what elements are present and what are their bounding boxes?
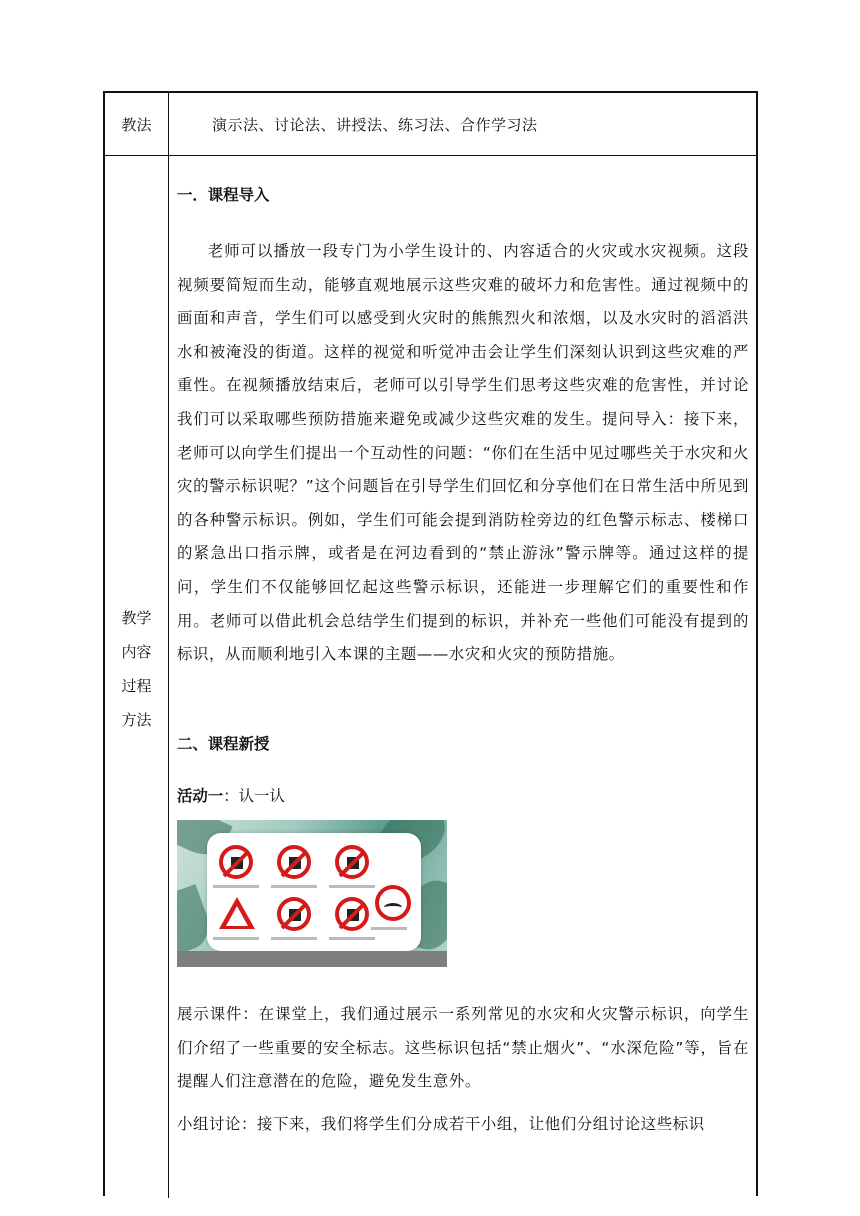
no-firework-sign-icon [335,897,369,931]
paragraph-group-discussion: 小组讨论：接下来，我们将学生们分成若干小组，让他们分组讨论这些标识 [177,1115,705,1133]
no-smoking-sign-icon [219,845,253,879]
column-divider-lower [168,155,169,1198]
activity-title [177,784,285,806]
safety-signs-image [177,820,447,967]
table-row-teaching-method [105,93,756,156]
paragraph-courseware: 展示课件：在课堂上，我们通过展示一系列常见的水灾和火灾警示标识，向学生们介绍了一些重要的安全标志。这些标识包括“禁止烟火”、“水深危险”等，旨在提醒人们注意潜在的危险，避免发生意外。 [177,1005,749,1091]
activity-name: ：认一认 [223,787,285,805]
no-fire-sign-icon [277,845,311,879]
signs-card [207,833,421,951]
row-label-teaching-method: 教法 [121,116,152,134]
column-divider [168,93,169,155]
paragraph-intro: 老师可以播放一段专门为小学生设计的、内容适合的火灾或水灾视频。这段视频要简短而生动，能够直观地展示这些灾难的破坏力和危害性。通过视频中的画面和声音，学生们可以感受到火灾时的熊熊烈火和浓烟，以及水灾时的滔滔洪水和被淹没的街道。这样的视觉和听觉冲击会让学生们深刻认识到这些灾难的严重性。在视频播放结束后，老师可以引导学生们思考这些灾难的危害性，并讨论我们可以采取哪些预防措施来避免或减少这些灾难的发生。提问导入：接下来，老师可以向学生们提出一个互动性的问题：“你们在生活中见过哪些关于水灾和火灾的警示标识呢？”这个问题旨在引导学生们回忆和分享他们在日常生活中所见到的各种警示标识。例如，学生们可能会提到消防栓旁边的红色警示标志、楼梯口的紧急出口指示牌，或者是在河边看到的“禁止游泳”警示牌等。通过这样的提问，学生们不仅能够回忆起这些警示标识，还能进一步理解它们的重要性和作用。老师可以借此机会总结学生们提到的标识，并补充一些他们可能没有提到的标识，从而顺利地引入本课的主题——水灾和火灾的预防措施。 [177,242,749,664]
no-swimming-sign-icon [375,885,411,921]
lesson-table [103,91,758,1196]
label-line: 内容 [121,643,152,661]
image-floor [177,951,447,967]
activity-label: 活动一 [177,787,224,805]
teaching-methods-text: 演示法、讨论法、讲授法、练习法、合作学习法 [212,116,538,134]
no-flame-sign-icon [335,845,369,879]
row-label-process [105,601,168,737]
section-heading-new-lesson: 二、课程新授 [177,735,270,753]
label-line: 过程 [121,677,152,695]
label-line: 方法 [121,711,152,729]
no-open-flame-sign-icon [277,897,311,931]
section-heading-intro: 一．课程导入 [177,186,270,204]
warning-fire-sign-icon [219,897,255,929]
label-line: 教学 [121,609,152,627]
